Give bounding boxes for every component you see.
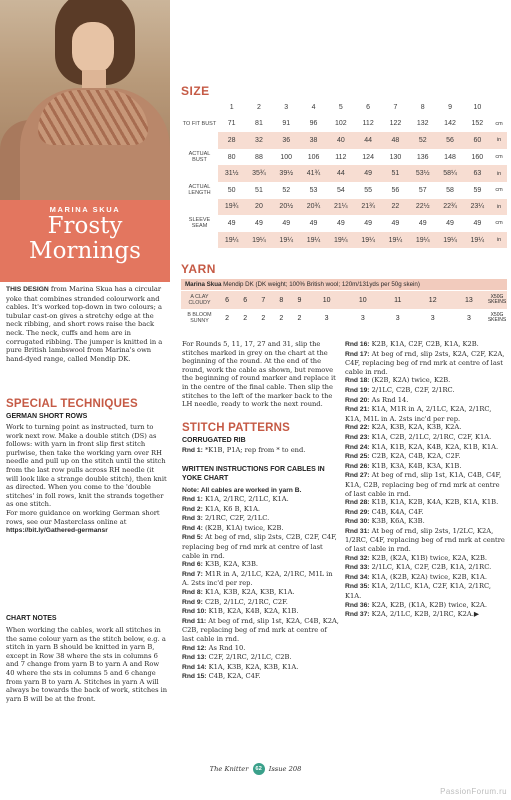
- page-footer: The Knitter 62 Issue 208: [209, 765, 302, 773]
- size-unit: cm: [495, 187, 503, 194]
- size-cell: 63: [464, 165, 491, 182]
- size-cell: 2: [256, 103, 261, 111]
- pattern-title: Frosty Mornings: [29, 213, 141, 264]
- size-unit: cm: [495, 154, 503, 161]
- chart-notes-heading: CHART NOTES: [6, 615, 57, 622]
- size-cell: 41¾: [300, 165, 327, 182]
- yarn-cell: 2: [297, 314, 302, 322]
- round-instruction: Rnd 34: K1A, (K2B, K2A) twice, K2B, K1A.: [345, 572, 487, 581]
- size-row: [181, 232, 507, 249]
- yarn-cell: 3: [430, 314, 435, 322]
- size-cell: 20¾: [300, 199, 327, 216]
- size-cell: 1: [229, 103, 234, 111]
- round-instruction: Rnd 19: 2/1LC, C2B, C2F, 2/1RC.: [345, 385, 455, 394]
- size-unit: cm: [495, 220, 503, 227]
- size-cell: 81: [255, 120, 263, 128]
- round-instruction: Rnd 23: K1A, C2B, 2/1LC, 2/1RC, C2F, K1A.: [345, 432, 492, 441]
- size-cell: 44: [327, 165, 354, 182]
- yarn-row: [181, 309, 507, 327]
- size-cell: 160: [471, 153, 484, 161]
- round-instruction: Rnd 32: K2B, (K2A, K1B) twice, K2A, K2B.: [345, 553, 488, 562]
- round-instruction: Rnd 26: K1B, K3A, K4B, K3A, K1B.: [345, 461, 462, 470]
- size-row: [181, 116, 507, 133]
- yarn-cell: 3: [360, 314, 365, 322]
- round-instruction: Rnd 22: K2A, K3B, K2A, K3B, K2A.: [345, 423, 462, 432]
- size-cell: 4: [311, 103, 316, 111]
- yarn-row-label: B BLOOM SUNNY: [187, 312, 212, 324]
- size-cell: 142: [444, 120, 456, 128]
- round-instruction: Rnd 29: C4B, K4A, C4F.: [345, 507, 424, 516]
- size-cell: 31½: [218, 165, 245, 182]
- size-cell: 49: [473, 219, 482, 227]
- round-instruction: Rnd 1: K1A, 2/1RC, 2/1LC, K1A.: [182, 495, 289, 503]
- size-row: [181, 132, 507, 149]
- size-cell: 19¼: [327, 232, 354, 249]
- size-row-label: [181, 232, 218, 249]
- size-cell: 49: [418, 219, 427, 227]
- size-cell: 19¾: [218, 199, 245, 216]
- size-cell: 20: [245, 199, 272, 216]
- yarn-cell: 2: [279, 314, 284, 322]
- size-cell: 50: [227, 186, 236, 194]
- yarn-cell: 3: [395, 314, 400, 322]
- round-instruction: Rnd 36: K2A, K2B, (K1A, K2B) twice, K2A.: [345, 600, 487, 609]
- size-cell: 9: [448, 103, 452, 111]
- size-cell: 19¼: [218, 232, 245, 249]
- size-table: [181, 99, 507, 248]
- mid-rounds-list: [182, 495, 340, 682]
- size-cell: 49: [227, 219, 236, 227]
- size-row-label: [181, 132, 218, 149]
- stitch-patterns-heading: STITCH PATTERNS: [182, 422, 290, 434]
- round-instruction: Rnd 3: 2/1RC, C2F, 2/1LC.: [182, 514, 270, 523]
- size-cell: 55: [364, 186, 373, 194]
- size-cell: 148: [444, 153, 456, 161]
- size-cell: 32: [245, 132, 272, 149]
- size-cell: 88: [255, 153, 263, 161]
- size-cell: 102: [334, 120, 347, 128]
- size-cell: 3: [284, 103, 289, 111]
- designer-name: MARINA SKUA: [49, 205, 121, 214]
- size-unit: [491, 99, 507, 116]
- size-cell: 59: [473, 186, 482, 194]
- size-cell: 8: [420, 103, 425, 111]
- size-cell: 54: [336, 186, 345, 194]
- size-cell: 23¼: [464, 199, 491, 216]
- round-instruction: Rnd 20: As Rnd 14.: [345, 395, 409, 404]
- size-cell: 35¾: [245, 165, 272, 182]
- size-cell: 49: [391, 219, 400, 227]
- size-row-label: ACTUAL BUST: [188, 151, 211, 164]
- yarn-cell: 2: [243, 314, 248, 322]
- round-instruction: Rnd 4: (K2B, K1A) twice, K2B.: [182, 523, 284, 532]
- chart-notes-text: When working the cables, work all stitches in the same colour yarn as the stitch below, e.g. a stitch in yarn B should be knitted in yarn B, except in Row 38 where the sts in columns 6 and 7 change from yarn B to yarn A and Row 40 where the sts in columns 5 and 6 change from yarn B to yarn A. Stitches in yarn A will always be towards the back of work, stitches in yarn B will be at the front.: [6, 626, 168, 703]
- size-row: [181, 165, 507, 182]
- size-cell: 49: [446, 219, 454, 227]
- size-cell: 58: [446, 186, 454, 194]
- size-cell: 19¼: [436, 232, 463, 249]
- size-cell: 112: [335, 153, 347, 161]
- size-unit: in: [491, 199, 507, 216]
- size-cell: 44: [354, 132, 381, 149]
- size-row: [181, 215, 507, 232]
- round-instruction: Rnd 12: As Rnd 10.: [182, 643, 246, 652]
- size-cell: 124: [362, 153, 374, 161]
- size-cell: 21¾: [354, 199, 381, 216]
- size-cell: 112: [362, 120, 374, 128]
- size-cell: 56: [391, 186, 400, 194]
- right-rounds-list: [345, 340, 505, 620]
- size-cell: 49: [336, 219, 345, 227]
- size-cell: 20½: [273, 199, 300, 216]
- pattern-title-block: [0, 200, 170, 282]
- size-unit: cm: [495, 120, 503, 127]
- round-instruction: Rnd 2: K1A, K6 B, K1A.: [182, 504, 261, 513]
- yarn-heading: YARN: [181, 262, 216, 276]
- round-instruction: Rnd 31: At beg of rnd, slip 2sts, 1/2LC, K2A, 1/2RC, C4F, replacing beg of rnd mrk at centre of last cable in rnd.: [345, 526, 505, 554]
- size-cell: 22½: [409, 199, 436, 216]
- size-cell: 38: [300, 132, 327, 149]
- size-cell: 48: [382, 132, 409, 149]
- size-cell: 122: [389, 120, 402, 128]
- size-cell: 22: [382, 199, 409, 216]
- size-cell: 49: [364, 219, 373, 227]
- size-cell: 52: [409, 132, 436, 149]
- size-cell: 10: [473, 103, 482, 111]
- size-unit: in: [491, 132, 507, 149]
- round-instruction: Rnd 30: K3B, K6A, K3B.: [345, 517, 425, 526]
- size-row-label: SLEEVE SEAM: [188, 217, 211, 230]
- size-cell: 36: [273, 132, 300, 149]
- size-cell: 152: [471, 120, 484, 128]
- slip-stitches-note: For Rounds 5, 11, 17, 27 and 31, slip the stitches marked in grey on the chart at the beginning of the round. At the end of the round, work the cable as shown, but remove the beginning of round marker and replace it in the centre of the final cable. Then slip the stitches to the left of the marker back to the LH needle, ready to work the next round.: [182, 340, 336, 409]
- masterclass-link[interactable]: https://bit.ly/Gathered-germansr: [6, 527, 108, 535]
- size-cell: 19¼: [464, 232, 491, 249]
- round-instruction: Rnd 17: At beg of rnd, slip 2sts, K2A, C2F, K2A, C4F, replacing beg of rnd mrk at centre of last cable in rnd.: [345, 349, 505, 376]
- yarn-cell: 13: [451, 291, 487, 309]
- yarn-cell: 6: [218, 291, 236, 309]
- round-instruction: Rnd 7: M1R in A, 2/1LC, K2A, 2/1RC, M1L in A. 2sts inc'd per rep.: [182, 569, 333, 588]
- yarn-description: Marina Skua Mendip DK (DK weight; 100% British wool; 120m/131yds per 50g skein): [181, 279, 507, 290]
- size-cell: 57: [418, 186, 427, 194]
- cover-photo: [0, 0, 170, 200]
- round-instruction: Rnd 18: (K2B, K2A) twice, K2B.: [345, 376, 451, 385]
- size-cell: 51: [255, 186, 263, 194]
- size-row-label: [181, 99, 218, 116]
- size-cell: 80: [227, 153, 236, 161]
- round-instruction: Rnd 13: C2F, 2/1RC, 2/1LC, C2B.: [182, 653, 292, 662]
- size-cell: 19¼: [273, 232, 300, 249]
- round-instruction: Rnd 21: K1A, M1R in A, 2/1LC, K2A, 2/1RC, K1A, M1L in A. 2sts inc'd per rep.: [345, 405, 492, 423]
- size-cell: 71: [227, 120, 236, 128]
- round-instruction: Rnd 25: C2B, K2A, C4B, K2A, C2F.: [345, 452, 461, 461]
- yarn-cell: 3: [324, 314, 329, 322]
- special-techniques-heading: SPECIAL TECHNIQUES: [6, 398, 138, 410]
- size-cell: 96: [309, 120, 318, 128]
- size-row: [181, 199, 507, 216]
- size-cell: 49: [309, 219, 318, 227]
- round-instruction: Rnd 28: K1B, K1A, K2B, K4A, K2B, K1A, K1B.: [345, 498, 499, 507]
- yarn-cell: 12: [415, 291, 451, 309]
- yarn-cell: 6: [236, 291, 254, 309]
- round-instruction: Rnd 14: K1A, K3B, K2A, K3B, K1A.: [182, 662, 299, 671]
- size-cell: 49: [354, 165, 381, 182]
- size-cell: 49: [282, 219, 291, 227]
- round-instruction: Rnd 15: C4B, K2A, C4F.: [182, 672, 261, 681]
- round-instruction: Rnd 6: K3B, K2A, K3B.: [182, 560, 258, 569]
- size-cell: 49: [255, 219, 263, 227]
- size-cell: 53½: [409, 165, 436, 182]
- round-instruction: Rnd 1: *K1B, P1A; rep from * to end.: [182, 446, 306, 454]
- round-instruction: Rnd 27: At beg of rnd, slip 1st, K1A, C4B, C4F, K1A, C2B, replacing beg of rnd mrk at centre of last cable in rnd.: [345, 471, 502, 498]
- yarn-row: [181, 291, 507, 309]
- size-cell: 40: [327, 132, 354, 149]
- size-row: [181, 182, 507, 199]
- size-cell: 58¼: [436, 165, 463, 182]
- yarn-cell: 3: [466, 314, 471, 322]
- size-row-label: ACTUAL LENGTH: [188, 184, 211, 197]
- size-cell: 19¼: [382, 232, 409, 249]
- watermark: PassionForum.ru: [440, 787, 507, 796]
- yarn-unit: X50G SKEINS: [487, 311, 507, 323]
- round-instruction: Rnd 24: K1A, K1B, K2A, K4B, K2A, K1B, K1A.: [345, 442, 499, 451]
- intro-paragraph: THIS DESIGN from Marina Skua has a circular yoke that combines stranded colourwork and cables. It's worked top-down in two colours; a tubular cast-on gives a stretchy edge at the neck ribbing, and short rows raise the back neck. The neck, cuffs and hem are in corrugated ribbing. The jumper is knitted in a pure British lambswool from Marina's own hand-dyed range, called Mendip DK.: [6, 285, 163, 363]
- size-cell: 22¾: [436, 199, 463, 216]
- size-cell: 53: [309, 186, 318, 194]
- size-row: [181, 149, 507, 166]
- yarn-cell: 9: [290, 291, 308, 309]
- size-cell: 6: [366, 103, 371, 111]
- size-cell: 21¼: [327, 199, 354, 216]
- size-cell: 28: [218, 132, 245, 149]
- size-row-label: TO FIT BUST: [182, 120, 217, 127]
- round-instruction: Rnd 35: K1A, 2/1LC, K1A, C2F, K1A, 2/1RC, K1A.: [345, 582, 492, 601]
- yarn-unit: X50G SKEINS: [487, 291, 507, 309]
- round-instruction: Rnd 5: At beg of rnd, slip 2sts, C2B, C2F, C4F, replacing beg of rnd mrk at centre of last cable in rnd.: [182, 533, 337, 560]
- yarn-cell: 10: [345, 291, 381, 309]
- cables-note: Note: All cables are worked in yarn B.: [182, 487, 302, 494]
- german-short-rows-heading: GERMAN SHORT ROWS: [6, 413, 88, 420]
- size-cell: 39½: [273, 165, 300, 182]
- size-cell: 51: [382, 165, 409, 182]
- yarn-table: [181, 291, 507, 327]
- yarn-cell: 2: [225, 314, 229, 322]
- yarn-cell: 10: [309, 291, 345, 309]
- size-cell: 5: [338, 103, 343, 111]
- size-cell: 91: [282, 120, 291, 128]
- size-cell: 19¼: [354, 232, 381, 249]
- page-number-badge: 62: [253, 763, 265, 775]
- round-instruction: Rnd 9: C2B, 2/1LC, 2/1RC, C2F.: [182, 597, 288, 606]
- size-cell: 56: [436, 132, 463, 149]
- round-instruction: Rnd 16: K2B, K1A, C2F, C2B, K1A, K2B.: [345, 340, 479, 348]
- yarn-cell: 7: [254, 291, 272, 309]
- yarn-cell: 11: [381, 291, 415, 309]
- size-cell: 130: [389, 153, 402, 161]
- size-unit: in: [491, 165, 507, 182]
- cables-instructions-heading: WRITTEN INSTRUCTIONS FOR CABLES IN YOKE CHART: [182, 466, 325, 482]
- yarn-row-label: A CLAY CLOUDY: [181, 291, 218, 309]
- size-unit: in: [491, 232, 507, 249]
- size-cell: 100: [280, 153, 293, 161]
- size-cell: 19¼: [409, 232, 436, 249]
- size-row: [181, 99, 507, 116]
- size-cell: 106: [307, 153, 320, 161]
- corrugated-rib-rounds: [182, 446, 340, 456]
- size-cell: 19¼: [245, 232, 272, 249]
- round-instruction: Rnd 11: At beg of rnd, slip 1st, K2A, C4B, K2A, C2B, replacing beg of rnd mrk at centre of last cable in rnd.: [182, 616, 339, 643]
- round-instruction: Rnd 8: K1A, K3B, K2A, K3B, K1A.: [182, 587, 295, 596]
- round-instruction: Rnd 37: K2A, 2/1LC, K2B, 2/1RC, K2A.▶: [345, 610, 480, 619]
- yarn-cell: 8: [272, 291, 290, 309]
- size-cell: 7: [393, 103, 398, 111]
- short-rows-text: Work to turning point as instructed, turn to work next row. Make a double stitch (DS) as follows: with yarn in front slip first stitch purlwise, then take the working yarn over RH needle and pull up on the stitch until the stitch from the last row pulls across RH needle (it will look like a strange double stitch), then knit as directed. When you come to the 'double stitches' in foll rows, knit the strands together as one stitch. For more guidance on working German short rows, see our Masterclass online at https://bit.ly/Gathered-germansr: [6, 423, 167, 535]
- round-instruction: Rnd 10: K1B, K2A, K4B, K2A, K1B.: [182, 607, 299, 616]
- yarn-cell: 2: [261, 314, 266, 322]
- size-row-label: [181, 165, 218, 182]
- size-cell: 19¼: [300, 232, 327, 249]
- size-heading: SIZE: [181, 84, 210, 98]
- round-instruction: Rnd 33: 2/1LC, K1A, C2F, C2B, K1A, 2/1RC.: [345, 563, 492, 572]
- size-row-label: [181, 199, 218, 216]
- size-cell: 52: [282, 186, 291, 194]
- size-cell: 60: [464, 132, 491, 149]
- size-cell: 132: [416, 120, 429, 128]
- corrugated-rib-heading: CORRUGATED RIB: [182, 437, 246, 444]
- size-cell: 136: [416, 153, 429, 161]
